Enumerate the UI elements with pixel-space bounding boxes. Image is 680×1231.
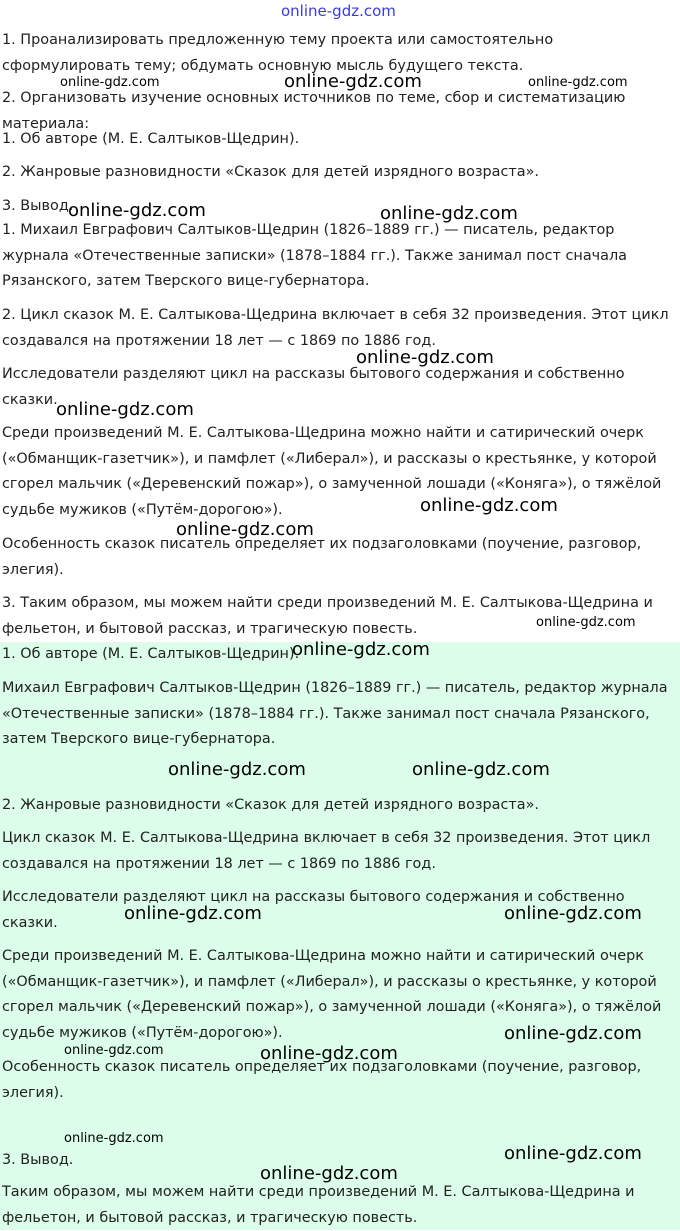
task-2: 2. Организовать изучение основных источников по теме, сбор и систематизацию материала: [2,90,626,132]
paragraph: Цикл сказок М. Е. Салтыкова-Щедрина включает в себя 32 произведения. Этот цикл создавался на протяжении 18 лет — с 1869 по 1886 год. [2,830,651,872]
section-heading-1: 1. Об авторе (М. Е. Салтыков-Щедрин). [2,646,300,662]
watermark: online-gdz.com [124,903,262,924]
watermark: online-gdz.com [64,1043,164,1058]
watermark: online-gdz.com [528,75,628,90]
watermark: online-gdz.com [64,1131,164,1146]
watermark: online-gdz.com [292,639,430,660]
plan-item-1: 1. Об авторе (М. Е. Салтыков-Щедрин). [2,131,300,147]
watermark: online-gdz.com [284,71,422,92]
watermark: online-gdz.com [420,495,558,516]
watermark: online-gdz.com [380,203,518,224]
conclusion: Таким образом, мы можем найти среди произведений М. Е. Салтыкова-Щедрина и фельетон, и бытовой рассказ, и трагическую повесть. [2,1184,635,1226]
section-heading-2: 2. Жанровые разновидности «Сказок для детей изрядного возраста». [2,797,539,813]
paragraph: Особенность сказок писатель определяет их подзаголовками (поучение, разговор, элегия). [2,536,642,578]
watermark: online-gdz.com [504,1143,642,1164]
paragraph: Исследователи разделяют цикл на рассказы бытового содержания и собственно сказки. [2,366,625,408]
paragraph: 2. Цикл сказок М. Е. Салтыкова-Щедрина включает в себя 32 произведения. Этот цикл создавался на протяжении 18 лет — с 1869 по 1886 год. [2,307,669,349]
paragraph: Среди произведений М. Е. Салтыкова-Щедрина можно найти и сатирический очерк («Обманщик-газетчик»), и памфлет («Либерал»), и рассказы о крестьянке, у которой сгорел мальчик («Деревенский пожар»), о замученной лошади («Коняга»), о тяжёлой судьбе мужиков («Путём-дорогою»). [2,425,662,518]
paragraph: Среди произведений М. Е. Салтыкова-Щедрина можно найти и сатирический очерк («Обманщик-газетчик»), и памфлет («Либерал»), и рассказы о крестьянке, у которой сгорел мальчик («Деревенский пожар»), о замученной лошади («Коняга»), о тяжёлой судьбе мужиков («Путём-дорогою»). [2,948,662,1041]
paragraph: Исследователи разделяют цикл на рассказы бытового содержания и собственно сказки. [2,889,625,931]
watermark: online-gdz.com [168,759,306,780]
paragraph: Михаил Евграфович Салтыков-Щедрин (1826–1889 гг.) — писатель, редактор журнала «Отечественные записки» (1878–1884 гг.). Также занимал пост сначала Рязанского, затем Тверского вице-губернатора. [2,680,668,747]
plan-item-2: 2. Жанровые разновидности «Сказок для детей изрядного возраста». [2,164,539,180]
conclusion: 3. Таким образом, мы можем найти среди произведений М. Е. Салтыкова-Щедрина и фельетон, и бытовой рассказ, и трагическую повесть. [2,595,653,637]
watermark: online-gdz.com [260,1163,398,1184]
watermark: online-gdz.com [68,200,206,221]
watermark: online-gdz.com [412,759,550,780]
watermark: online-gdz.com [536,615,636,630]
top-watermark: online-gdz.com [281,2,396,20]
watermark: online-gdz.com [60,75,160,90]
plan-item-3: 3. Вывод. [2,198,74,214]
section-heading-3: 3. Вывод. [2,1152,74,1168]
watermark: online-gdz.com [356,347,494,368]
paragraph: Особенность сказок писатель определяет их подзаголовками (поучение, разговор, элегия). [2,1059,642,1101]
watermark: online-gdz.com [260,1043,398,1064]
watermark: online-gdz.com [504,903,642,924]
watermark: online-gdz.com [176,519,314,540]
watermark: online-gdz.com [504,1023,642,1044]
paragraph: 1. Михаил Евграфович Салтыков-Щедрин (1826–1889 гг.) — писатель, редактор журнала «Отечественные записки» (1878–1884 гг.). Также занимал пост сначала Рязанского, затем Тверского вице-губернатора. [2,222,627,289]
task-1: 1. Проанализировать предложенную тему проекта или самостоятельно сформулировать тему; обдумать основную мысль будущего текста. [2,32,554,74]
watermark: online-gdz.com [56,399,194,420]
